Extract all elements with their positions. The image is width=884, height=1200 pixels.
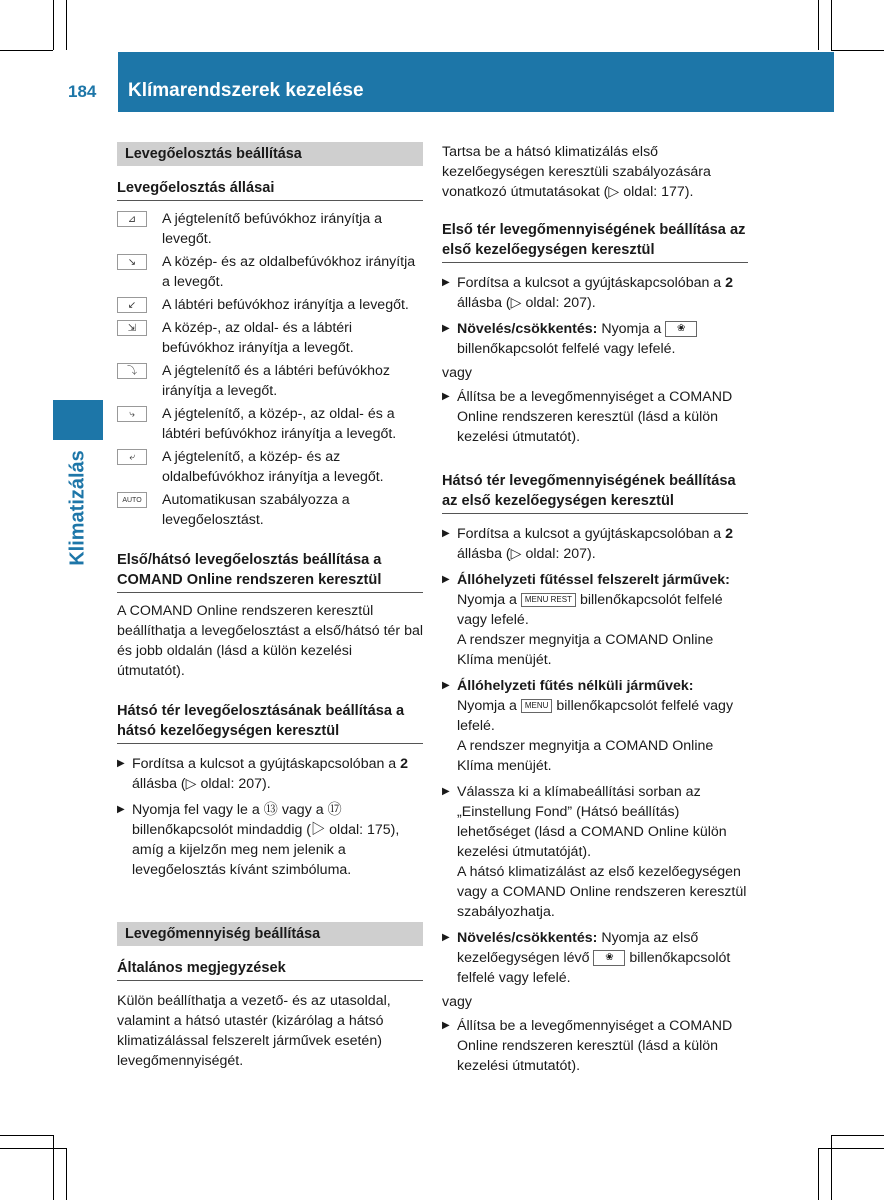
list-item: [442, 676, 748, 776]
position-row: [117, 318, 423, 358]
bullet-arrow-icon: ▶: [442, 277, 450, 288]
text: A hátsó klimatizálást az első kezelőegységen vagy a COMAND Online rendszeren keresztül szabályozhatja.: [457, 864, 747, 920]
sidebar-tab-marker: [53, 400, 103, 440]
bullet-arrow-icon: ▶: [117, 758, 125, 769]
list-item: [442, 570, 748, 670]
text: 2: [400, 756, 409, 772]
list-item: [117, 800, 423, 880]
position-description: A jégtelenítő befúvókhoz irányítja a levegőt.: [162, 211, 383, 247]
text: billenőkapcsolót felfelé vagy lefelé.: [457, 592, 723, 628]
text: A rendszer megnyitja a COMAND Online Klíma menüjét.: [457, 632, 714, 668]
text: Növelés/csökkentés:: [457, 321, 598, 337]
bullet-arrow-icon: ▶: [442, 574, 450, 585]
subheading: Hátsó tér levegőmennyiségének beállítása az első kezelőegységen keresztül: [442, 471, 748, 514]
crop-mark: [66, 1148, 67, 1200]
windshield-center-foot-icon: ⤷: [117, 406, 147, 422]
or-text: vagy: [442, 994, 472, 1010]
position-description: A jégtelenítő, a közép-, az oldal- és a lábtéri befúvókhoz irányítja a levegőt.: [162, 406, 397, 442]
left-column: [117, 142, 423, 1071]
fan-icon: ❀: [593, 950, 625, 966]
position-row: [117, 447, 423, 487]
text: 2: [725, 526, 734, 542]
bullet-arrow-icon: ▶: [442, 1020, 450, 1031]
paragraph: A COMAND Online rendszeren keresztül beállíthatja a levegőelosztást a első/hátsó tér bal és jobb oldalán (lásd a külön kezelési útmutatót).: [117, 603, 424, 679]
crop-mark: [0, 1148, 66, 1149]
position-row: [117, 361, 423, 401]
position-row: [117, 404, 423, 444]
crop-mark: [66, 0, 67, 50]
or-text: vagy: [442, 365, 472, 381]
page-title: Klímarendszerek kezelése: [128, 80, 364, 101]
list-item: [442, 928, 748, 988]
text: A rendszer megnyitja a COMAND Online Klíma menüjét.: [457, 738, 714, 774]
position-description: Automatikusan szabályozza a levegőelosztást.: [162, 492, 350, 528]
position-description: A jégtelenítő és a lábtéri befúvókhoz irányítja a levegőt.: [162, 363, 390, 399]
crop-mark: [818, 1148, 884, 1149]
text: Fordítsa a kulcsot a gyújtáskapcsolóban a: [457, 526, 726, 542]
position-list: [117, 209, 423, 530]
paragraph: Tartsa be a hátsó klimatizálás első kezelőegységen keresztüli szabályozására vonatkozó útmutatásokat (▷ oldal: 177).: [442, 144, 711, 200]
crop-mark: [831, 0, 832, 50]
list-item: [442, 273, 748, 313]
position-description: A közép- és az oldalbefúvókhoz irányítja a levegőt.: [162, 254, 416, 290]
section-banner: Levegőelosztás beállítása: [117, 142, 423, 166]
subheading: Első tér levegőmennyiségének beállítása az első kezelőegységen keresztül: [442, 220, 748, 263]
bullet-arrow-icon: ▶: [442, 932, 450, 943]
bullet-arrow-icon: ▶: [442, 680, 450, 691]
text: 2: [725, 275, 734, 291]
section-banner: Levegőmennyiség beállítása: [117, 922, 423, 946]
menu-rest-key-icon: MENU REST: [521, 593, 576, 607]
text: billenőkapcsolót felfelé vagy lefelé.: [457, 698, 734, 734]
crop-mark: [818, 0, 819, 50]
crop-mark: [0, 1135, 53, 1136]
text: állásba (▷ oldal: 207).: [132, 776, 271, 792]
text: Nyomja a: [457, 592, 521, 608]
fan-icon: ❀: [665, 321, 697, 337]
text: Nyomja a: [597, 321, 666, 337]
subheading: Első/hátsó levegőelosztás beállítása a COMAND Online rendszeren keresztül: [117, 550, 423, 593]
text: Nyomja az első kezelőegységen lévő: [457, 930, 699, 966]
position-row: [117, 252, 423, 292]
auto-icon: AUTO: [117, 492, 147, 508]
center-side-vent-icon: ↘: [117, 254, 147, 270]
text: Állóhelyzeti fűtés nélküli járművek:: [457, 678, 694, 694]
position-row: [117, 490, 423, 530]
bullet-arrow-icon: ▶: [442, 323, 450, 334]
text: Állóhelyzeti fűtéssel felszerelt járművek:: [457, 572, 730, 588]
text: Növelés/csökkentés:: [457, 930, 598, 946]
crop-mark: [831, 1135, 832, 1200]
bullet-arrow-icon: ▶: [442, 786, 450, 797]
text: Fordítsa a kulcsot a gyújtáskapcsolóban a: [457, 275, 726, 291]
list-item: [442, 524, 748, 564]
text: billenőkapcsolót felfelé vagy lefelé.: [457, 950, 731, 986]
bullet-arrow-icon: ▶: [442, 528, 450, 539]
crop-mark: [0, 50, 53, 51]
text: állásba (▷ oldal: 207).: [457, 546, 596, 562]
subheading: Hátsó tér levegőelosztásának beállítása a hátsó kezelőegységen keresztül: [117, 701, 423, 744]
list-item: [442, 319, 748, 359]
page-number: 184: [68, 82, 97, 101]
position-row: [117, 295, 423, 315]
sidebar-section-label: Klimatizálás: [66, 450, 89, 566]
footwell-icon: ↙: [117, 297, 147, 313]
list-item: [442, 1016, 748, 1076]
text: Nyomja fel vagy le a ⑬ vagy a ⑰ billenőkapcsolót mindaddig (▷ oldal: 175), amíg a kijelzőn meg nem jelenik a levegőelosztás kívánt szimbóluma.: [132, 802, 400, 878]
list-item: [442, 782, 748, 922]
crop-mark: [831, 50, 884, 51]
text: állásba (▷ oldal: 207).: [457, 295, 596, 311]
position-row: [117, 209, 423, 249]
text: Válassza ki a klímabeállítási sorban az „Einstellung Fond” (Hátsó beállítás) lehetőséget (lásd a COMAND Online külön kezelési útmutatóját).: [457, 784, 727, 860]
text: Állítsa be a levegőmennyiséget a COMAND Online rendszeren keresztül (lásd a külön kezelési útmutatót).: [457, 1018, 733, 1074]
paragraph: Külön beállíthatja a vezető- és az utasoldal, valamint a hátsó utastér (kizárólag a hátsó klimatizálással felszerelt járművek esetén) levegőmennyiségét.: [117, 993, 391, 1069]
windshield-icon: ⊿: [117, 211, 147, 227]
right-column: [442, 142, 748, 1076]
list-item: [117, 754, 423, 794]
subheading: Levegőelosztás állásai: [117, 178, 423, 201]
menu-key-icon: MENU: [521, 699, 553, 713]
windshield-foot-icon: ⤵: [117, 363, 147, 379]
text: billenőkapcsolót felfelé vagy lefelé.: [457, 341, 676, 357]
text: Nyomja a: [457, 698, 521, 714]
crop-mark: [53, 1135, 54, 1200]
center-side-foot-icon: ⇲: [117, 320, 147, 336]
text: Fordítsa a kulcsot a gyújtáskapcsolóban a: [132, 756, 401, 772]
crop-mark: [53, 0, 54, 50]
crop-mark: [831, 1135, 884, 1136]
crop-mark: [818, 1148, 819, 1200]
subheading: Általános megjegyzések: [117, 958, 423, 981]
position-description: A közép-, az oldal- és a lábtéri befúvókhoz irányítja a levegőt.: [162, 320, 354, 356]
text: Állítsa be a levegőmennyiséget a COMAND Online rendszeren keresztül (lásd a külön kezelési útmutatót).: [457, 389, 733, 445]
windshield-center-icon: ⤶: [117, 449, 147, 465]
position-description: A jégtelenítő, a közép- és az oldalbefúvókhoz irányítja a levegőt.: [162, 449, 384, 485]
bullet-arrow-icon: ▶: [117, 804, 125, 815]
position-description: A lábtéri befúvókhoz irányítja a levegőt.: [162, 297, 409, 313]
bullet-arrow-icon: ▶: [442, 391, 450, 402]
list-item: [442, 387, 748, 447]
